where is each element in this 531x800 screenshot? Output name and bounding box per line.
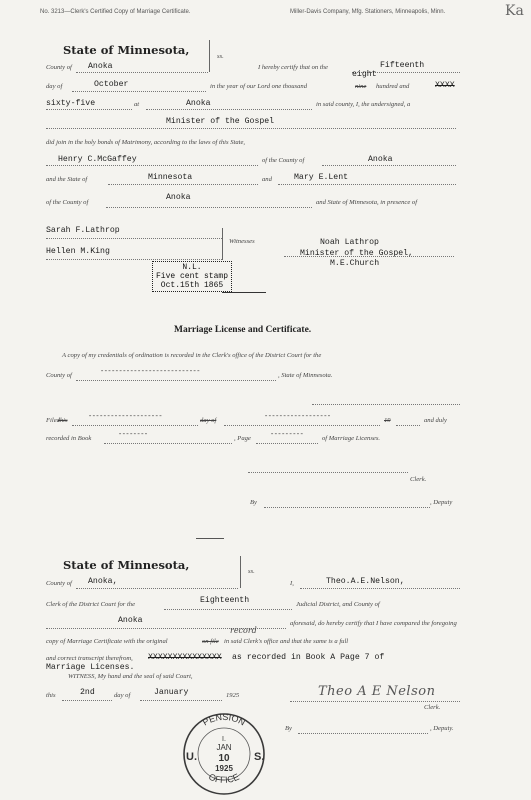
year-remainder: sixty-five — [46, 99, 96, 108]
clerk-court-label: Clerk of the District Court for the — [46, 601, 136, 608]
corner-mark: Ka — [505, 3, 524, 19]
day-label: day of — [46, 83, 63, 90]
credentials-text: A copy of my credentials of ordination is recorded in the Clerk's office of the District Court for the — [62, 352, 322, 359]
state-heading: State of Minnesota, — [63, 43, 190, 57]
judicial-label: Judicial District, and County of — [296, 601, 380, 608]
year-crossed: 19 — [384, 417, 391, 424]
district-value: Eighteenth — [200, 596, 250, 605]
postmark-line-2: JAN — [216, 743, 232, 752]
attest-by-label: By — [285, 725, 292, 732]
attest-ss-label: ss. — [248, 568, 255, 575]
minister-name: Noah Lathrop — [320, 238, 379, 247]
revenue-stamp-box — [152, 261, 232, 292]
pension-office-postmark — [178, 708, 270, 798]
stamp-line-3: Oct.15th 1865 — [160, 281, 224, 290]
attest-day: 2nd — [80, 688, 95, 697]
svg-text:OFFICE — [207, 772, 240, 785]
attest-month: January — [154, 688, 189, 697]
publisher-line: Miller-Davis Company, Mfg. Stationers, Minneapolis, Minn. — [290, 9, 446, 15]
postmark-bottom: OFFICE — [207, 771, 241, 786]
license-deputy-label: , Deputy — [430, 499, 453, 506]
bride-name: Mary E.Lent — [294, 173, 349, 182]
clerk-name: Theo.A.E.Nelson, — [326, 577, 405, 586]
county-label: County of — [46, 64, 72, 71]
and-state-label: and the State of — [46, 176, 88, 183]
month-value: October — [94, 80, 129, 89]
year-label: in the year of our Lord one thousand — [210, 83, 308, 90]
license-county-label: County of — [46, 372, 72, 379]
and-crossed: XXXX — [435, 81, 455, 90]
attest-state-heading: State of Minnesota, — [63, 558, 190, 572]
license-county-blank: --------------------------- — [100, 368, 200, 376]
stamp-line-2: Five cent stamp — [156, 272, 229, 281]
postmark-right: S. — [254, 751, 265, 763]
attest-county: Anoka, — [88, 577, 118, 586]
attest-deputy-label: , Deputy. — [430, 725, 454, 732]
license-title: Marriage License and Certificate. — [174, 325, 312, 335]
witness-1: Sarah F.Lathrop — [46, 226, 120, 235]
matrimony-label: did join in the holy bonds of Matrimony, according to the laws of this State, — [46, 139, 246, 146]
duly-label: and duly — [424, 417, 447, 424]
page-label: , Page — [234, 435, 251, 442]
witness-hand-label: WITNESS, My hand and the seal of said Court, — [68, 673, 193, 680]
hundred-label: hundred and — [376, 83, 410, 90]
minister-church: M.E.Church — [330, 259, 380, 268]
page-blank: --------- — [270, 431, 304, 439]
postmark-line-1: I. — [222, 736, 226, 743]
filed-label: Filed — [46, 417, 60, 424]
at-label: at — [134, 101, 140, 108]
attest-county-label: County of — [46, 580, 72, 587]
recorded-as: as recorded in Book A Page 7 of — [232, 653, 385, 662]
attest-clerk-label: Clerk. — [424, 704, 441, 711]
license-clerk-label: Clerk. — [410, 476, 427, 483]
day-number: Fifteenth — [380, 61, 425, 70]
filed-blank-2: ------------------ — [264, 413, 331, 421]
clerk-office-label: in said Clerk's office and that the same is a full — [224, 638, 349, 645]
postmark-line-4: 1925 — [215, 764, 233, 773]
attest-day-of-label: day of — [114, 692, 131, 699]
presence-label: and State of Minnesota, in presence of — [316, 199, 418, 206]
postmark-line-3: 10 — [218, 753, 230, 764]
officiant-title: Minister of the Gospel — [166, 117, 275, 126]
of-county-label: of the County of — [262, 157, 305, 164]
aforesaid-label: aforesaid, do hereby certify that I have compared the foregoing — [290, 620, 457, 627]
postmark-left: U. — [186, 751, 197, 763]
license-by-label: By — [250, 499, 257, 506]
filed-crossed: this — [58, 417, 68, 424]
minister-title: Minister of the Gospel, — [300, 249, 414, 258]
bride-county: Anoka — [166, 193, 191, 202]
brace — [209, 40, 214, 72]
transcript-crossed: XXXXXXXXXXXXXXX — [148, 653, 222, 662]
record-inserted: record — [230, 626, 257, 635]
certify-label: I hereby certify that on the — [258, 64, 328, 71]
county-value: Anoka — [88, 62, 113, 71]
this-label: this — [46, 692, 56, 699]
undersigned-label: in said county, I, the undersigned, a — [316, 101, 411, 108]
form-number: No. 3213—Clerk's Certified Copy of Marriage Certificate. — [40, 9, 191, 15]
marriage-licenses-label: of Marriage Licenses. — [322, 435, 381, 442]
hundred-inserted: eight — [352, 70, 377, 79]
filed-blank-1: -------------------- — [88, 413, 163, 421]
of-county-label-2: of the County of — [46, 199, 89, 206]
marriage-licenses-typed: Marriage Licenses. — [46, 663, 135, 672]
ss-label: ss. — [217, 53, 224, 60]
on-file-crossed: on file — [202, 638, 219, 645]
place-value: Anoka — [186, 99, 211, 108]
witness-2: Hellen M.King — [46, 247, 110, 256]
attest-year: 1925 — [226, 692, 240, 699]
license-state-label: , State of Minnesota. — [278, 372, 333, 379]
stamp-line-1: N.L. — [182, 263, 202, 272]
copy-label: copy of Marriage Certificate with the original — [46, 638, 168, 645]
hundred-crossed: nine — [355, 83, 367, 90]
groom-name: Henry C.McGaffey — [58, 155, 137, 164]
recorded-in-book-label: recorded in Book — [46, 435, 92, 442]
witnesses-label: Witnesses — [229, 238, 255, 245]
book-blank: -------- — [118, 431, 148, 439]
groom-county: Anoka — [368, 155, 393, 164]
svg-text:PENSION — [201, 712, 247, 728]
transcript-label: and correct transcript therefrom, — [46, 655, 133, 662]
attest-i-label: I, — [290, 580, 294, 587]
day-of-crossed: day of — [200, 417, 217, 424]
clerk-signature: Theo A E Nelson — [318, 684, 436, 699]
and-label: and — [262, 176, 272, 183]
attest-county-2: Anoka — [118, 616, 143, 625]
groom-state: Minnesota — [148, 173, 193, 182]
postmark-top: PENSION — [200, 711, 248, 728]
